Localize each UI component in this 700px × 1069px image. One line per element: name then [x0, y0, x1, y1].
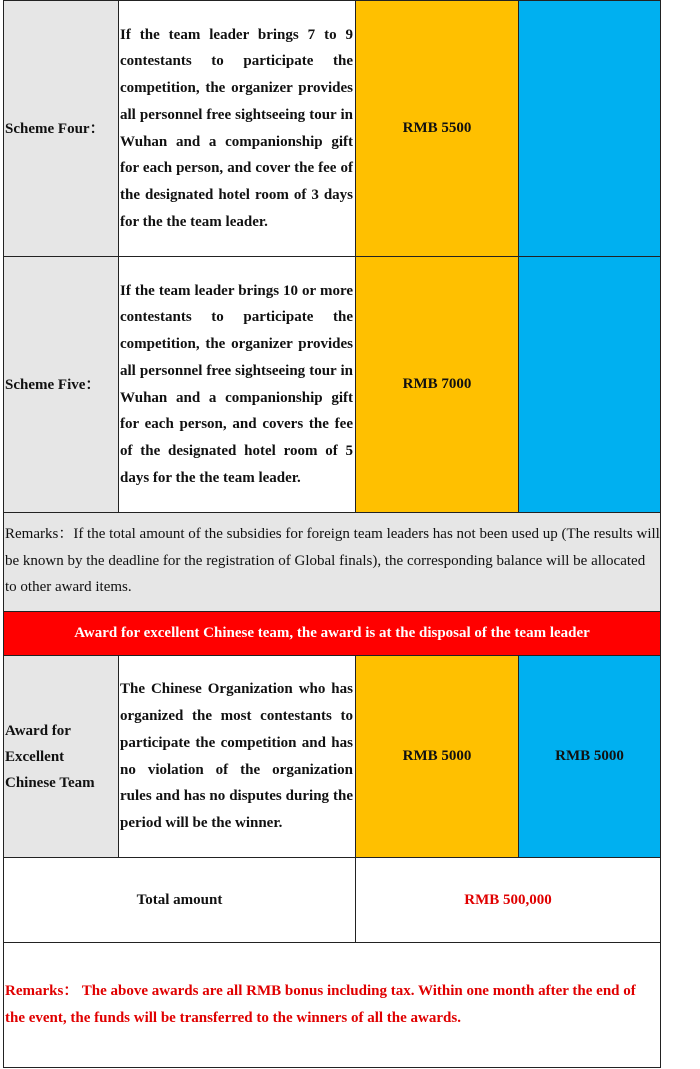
excellent-team-label: Award for Excellent Chinese Team [4, 656, 119, 858]
table-row [4, 1, 661, 257]
scheme-five-label: Scheme Five： [4, 257, 119, 513]
total-amount-value: RMB 500,000 [356, 858, 661, 943]
table-row [4, 858, 661, 943]
award-document [3, 0, 660, 1068]
scheme-five-amount-extra [519, 257, 661, 513]
excellent-team-amount: RMB 5000 [356, 656, 519, 858]
scheme-four-label: Scheme Four： [4, 1, 119, 257]
scheme-five-description: If the team leader brings 10 or more contestants to participate the competition, the organizer provides all personnel free sightseeing tour in Wuhan and a companionship gift for each person, and covers the fee of the designated hotel room of 5 days for the the team leader. [119, 257, 356, 513]
table-row [4, 612, 661, 656]
scheme-four-amount-extra [519, 1, 661, 257]
excellent-team-banner: Award for excellent Chinese team, the award is at the disposal of the team leader [4, 612, 661, 656]
scheme-four-amount: RMB 5500 [356, 1, 519, 257]
scheme-four-description: If the team leader brings 7 to 9 contestants to participate the competition, the organizer provides all personnel free sightseeing tour in Wuhan and a companionship gift for each person, and cover the fee of the designated hotel room of 3 days for the the team leader. [119, 1, 356, 257]
excellent-team-description: The Chinese Organization who has organized the most contestants to participate the competition and has no violation of the organization rules and has no disputes during the period will be the winner. [119, 656, 356, 858]
excellent-team-amount-extra: RMB 5000 [519, 656, 661, 858]
total-amount-label: Total amount [4, 858, 356, 943]
table-row [4, 943, 661, 1068]
award-table [3, 0, 661, 1068]
subsidies-remarks: Remarks：If the total amount of the subsidies for foreign team leaders has not been used up (The results will be known by the deadline for the registration of Global finals), the corresponding balance will be allocated to other award items. [4, 513, 661, 612]
scheme-five-amount: RMB 7000 [356, 257, 519, 513]
table-row [4, 257, 661, 513]
final-remarks: Remarks： The above awards are all RMB bonus including tax. Within one month after the end of the event, the funds will be transferred to the winners of all the awards. [4, 943, 661, 1068]
table-row [4, 656, 661, 858]
table-row [4, 513, 661, 612]
